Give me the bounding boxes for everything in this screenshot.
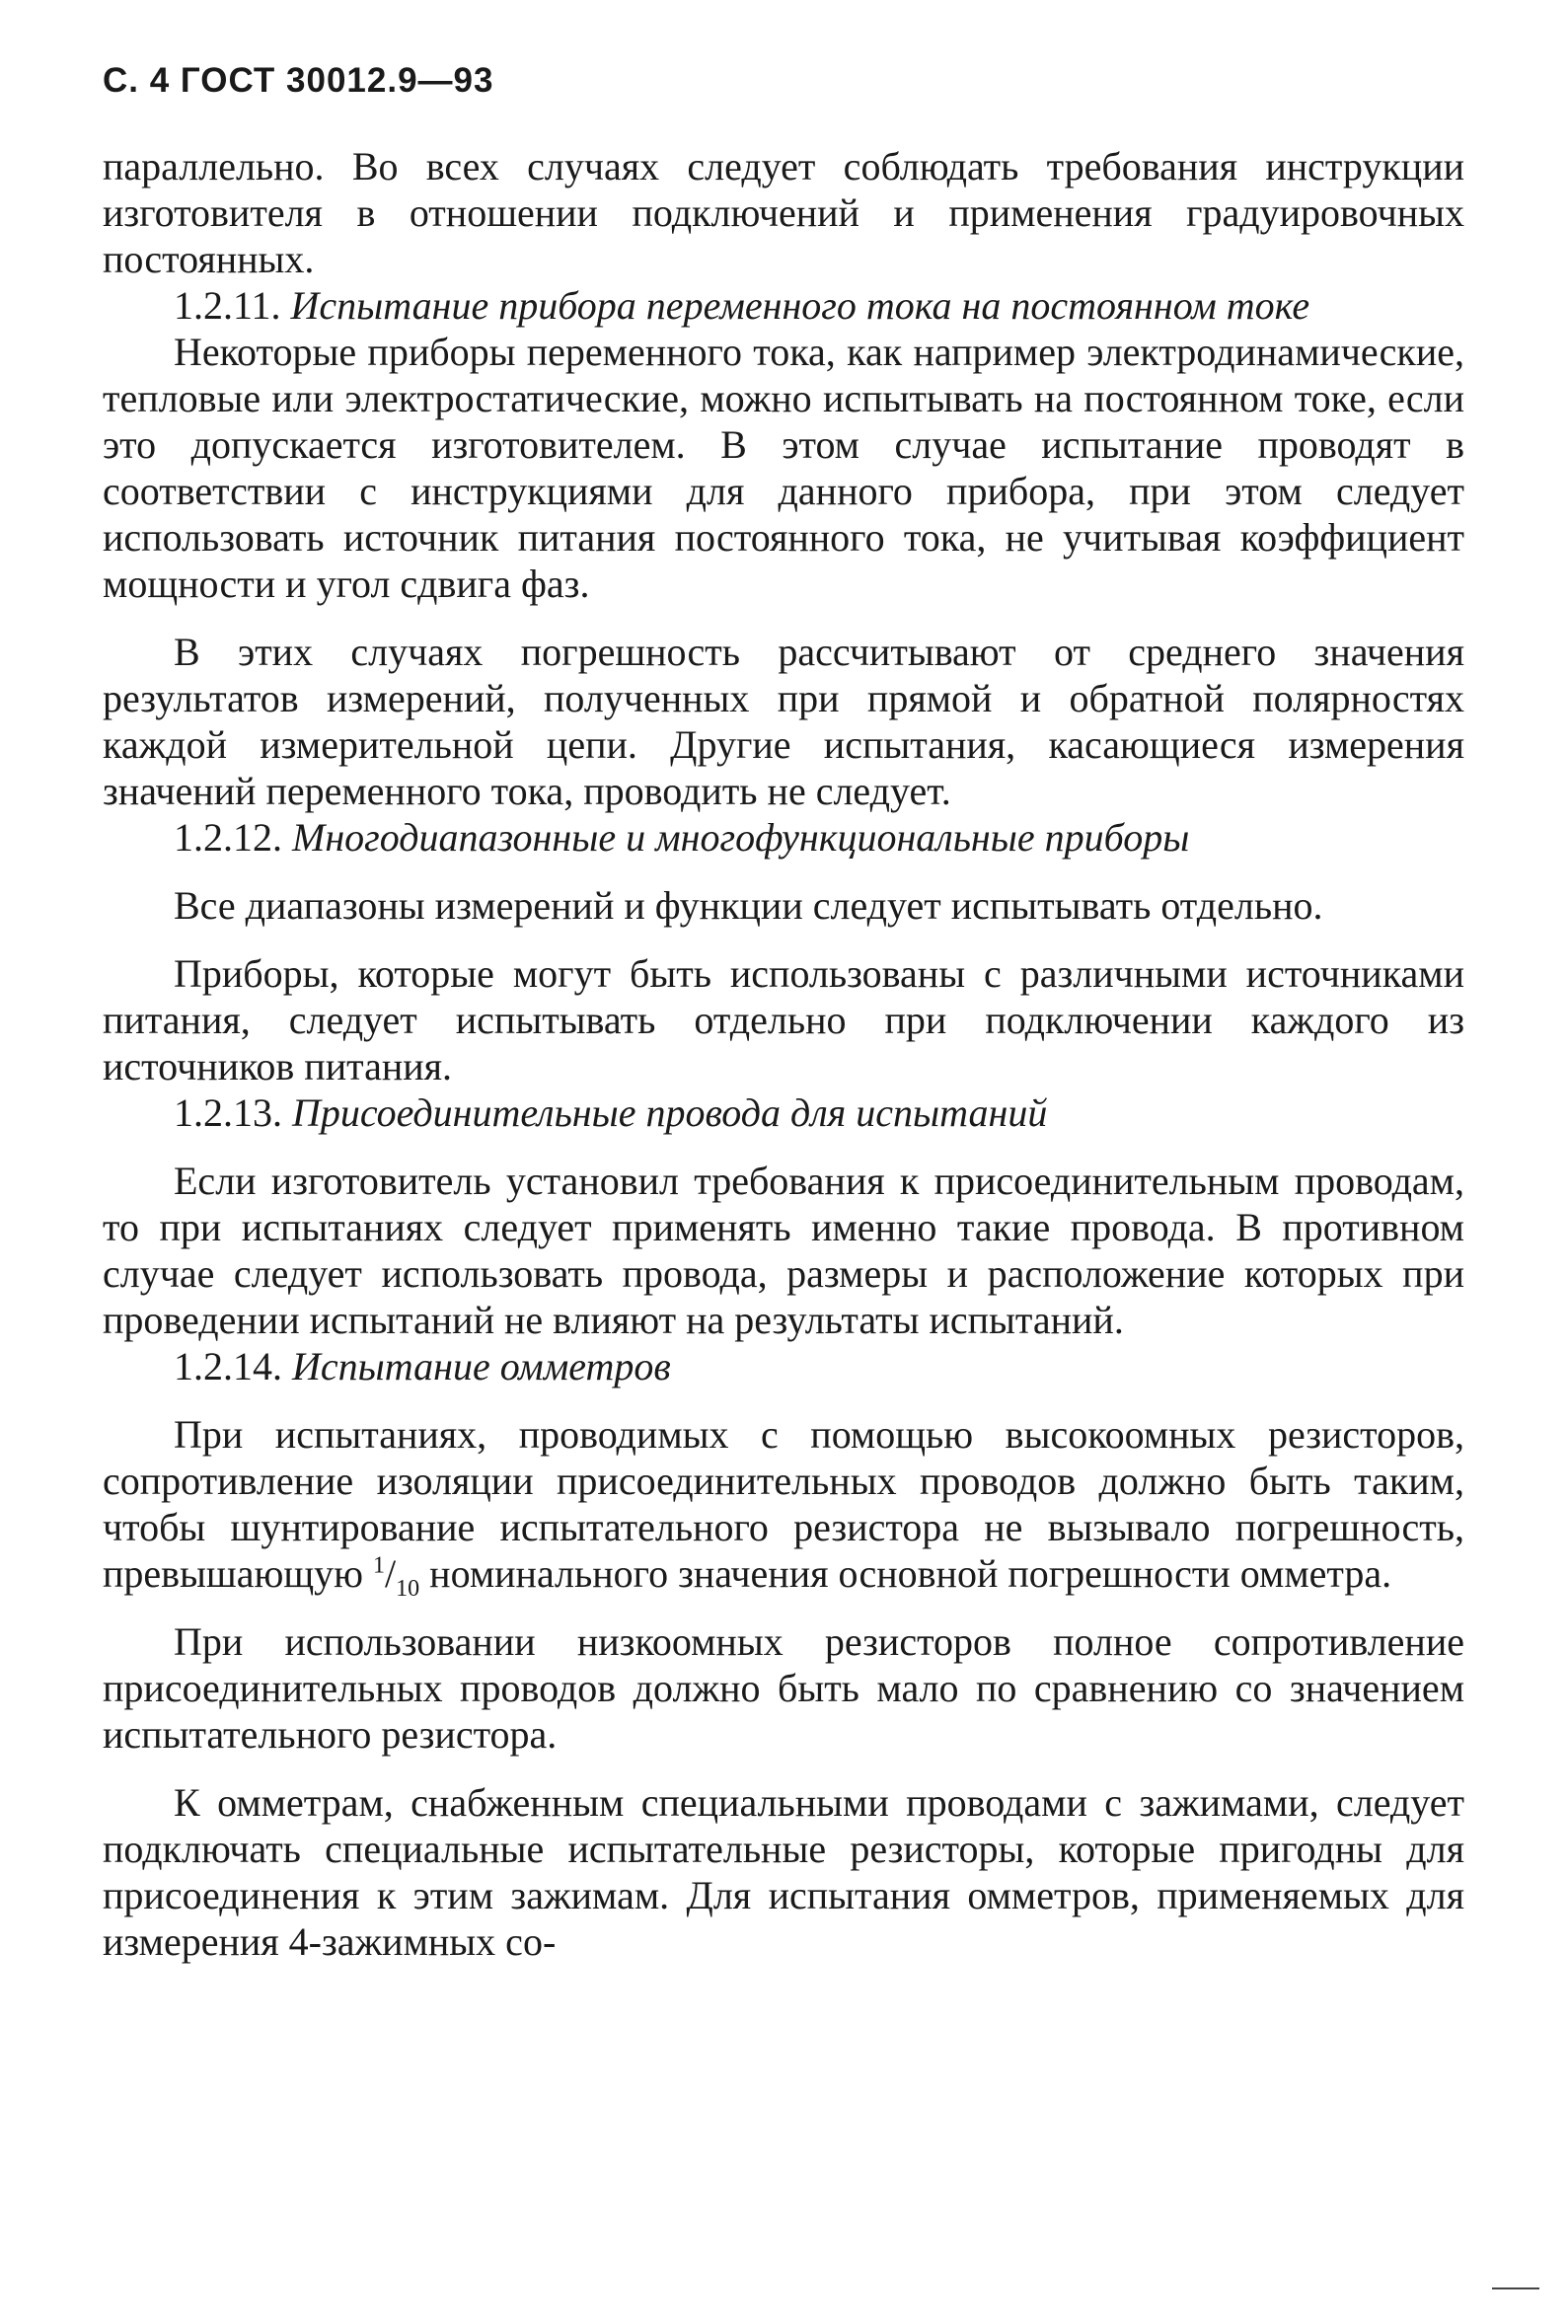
paragraph: Если изготовитель установил требования к присоединительным проводам, то при испытаниях следует применять именно такие провода. В противном случае следует использовать провода, размеры и расположение которых при проведении испытаний не влияют на результаты испытаний. (103, 1159, 1464, 1342)
fraction-numerator: 1 (373, 1552, 386, 1579)
section-number: 1.2.13. (174, 1090, 282, 1135)
paragraph-text-after: номинального значения основной погрешности омметра. (429, 1551, 1392, 1596)
fraction: $^1/_{10}$ (373, 1551, 420, 1602)
page-corner-rule (1492, 2287, 1539, 2289)
paragraph: При использовании низкоомных резисторов полное сопротивление присоединительных проводов должно быть мало по сравнению со значением испытательного резистора. (103, 1619, 1464, 1757)
section-title: Испытание прибора переменного тока на постоянном токе (290, 283, 1310, 328)
section-title: Многодиапазонные и многофункциональные приборы (292, 815, 1190, 860)
paragraph: Приборы, которые могут быть использованы с различными источниками питания, следует испытывать отдельно при подключении каждого из источников питания. (103, 951, 1464, 1088)
section-heading-1-2-11 (103, 282, 1464, 329)
section-heading-1-2-13 (103, 1089, 1464, 1136)
paragraph: К омметрам, снабженным специальными проводами с зажимами, следует подключать специальные испытательные резисторы, которые пригодны для присоединения к этим зажимам. Для испытания омметров, применяемых для измерения 4-зажимных со- (103, 1780, 1464, 1964)
paragraph-with-fraction (103, 1411, 1464, 1602)
paragraph: Все диапазоны измерений и функции следует испытывать отдельно. (174, 883, 1323, 928)
section-heading-1-2-14 (103, 1343, 1464, 1389)
section-number: 1.2.12. (174, 815, 282, 860)
paragraph: В этих случаях погрешность рассчитывают от среднего значения результатов измерений, полученных при прямой и обратной полярностях каждой измерительной цепи. Другие испытания, касающиеся измерения значений переменного тока, проводить не следует. (103, 630, 1464, 813)
paragraph: Некоторые приборы переменного тока, как например электродинамические, тепловые или электростатические, можно испытывать на постоянном токе, если это допускается изготовителем. В этом случае испытание проводят в соответствии с инструкциями для данного прибора, при этом следует использовать источник питания постоянного тока, не учитывая коэффициент мощности и угол сдвига фаз. (103, 330, 1464, 606)
section-number: 1.2.14. (174, 1344, 282, 1388)
paragraph-continuation: параллельно. Во всех случаях следует соблюдать требования инструкции изготовителя в отношении подключений и применения градуировочных постоянных. (103, 144, 1464, 281)
paragraph-text-before: При испытаниях, проводимых с помощью высокоомных резисторов, сопротивление изоляции присоединительных проводов должно быть таким, чтобы шунтирование испытательного резистора не вызывало погрешность, превышающую (103, 1412, 1464, 1596)
section-heading-1-2-12 (103, 814, 1464, 861)
fraction-denominator: 10 (396, 1576, 420, 1602)
document-body (103, 143, 1464, 1965)
section-title: Испытание омметров (292, 1344, 671, 1388)
running-head: С. 4 ГОСТ 30012.9—93 (103, 61, 494, 100)
section-number: 1.2.11. (174, 283, 281, 328)
section-title: Присоединительные провода для испытаний (292, 1090, 1048, 1135)
